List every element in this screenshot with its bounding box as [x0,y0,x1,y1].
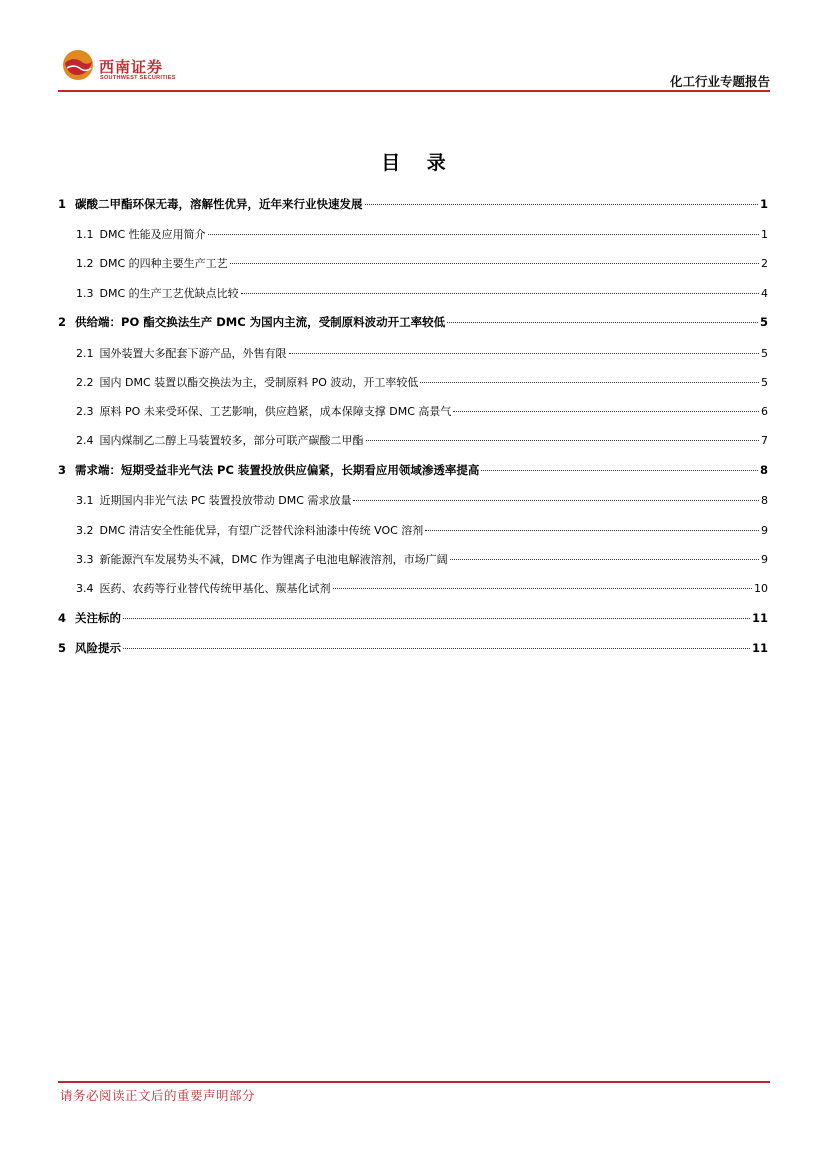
toc-dot-leader [366,426,760,441]
toc-entry-page: 1 [761,228,768,241]
toc-entry[interactable] [76,519,768,539]
logo-chinese-name: 西南证券 [99,58,164,76]
southwest-securities-logo-icon [62,49,94,81]
toc-entry-number: 1.1 [76,228,94,241]
toc-dot-leader [230,249,759,264]
toc-entry-page: 8 [761,494,768,507]
toc-entry-title: 国内 DMC 装置以酯交换法为主，受制原料 PO 波动，开工率较低 [99,376,419,389]
toc-entry-page: 5 [759,315,768,329]
toc-entry-page: 5 [761,376,768,389]
toc-entry-page: 8 [759,463,768,477]
toc-entry[interactable] [76,252,768,272]
toc-entry-page: 10 [754,582,768,595]
toc-entry[interactable] [76,223,768,243]
toc-entry-page: 9 [761,553,768,566]
toc-dot-leader [208,220,759,235]
toc-entry-title: DMC 性能及应用简介 [99,228,206,241]
logo-english-name: SOUTHWEST SECURITIES [100,75,176,81]
toc-entry-title: 供给端：PO 酯交换法生产 DMC 为国内主流，受制原料波动开工率较低 [75,315,446,329]
toc-entry[interactable] [76,282,768,302]
toc-entry[interactable] [76,400,768,420]
toc-dot-leader [333,574,753,589]
toc-entry[interactable] [76,577,768,597]
toc-entry-title: 原料 PO 未来受环保、工艺影响，供应趋紧，成本保障支撑 DMC 高景气 [99,405,452,418]
toc-dot-leader [241,279,759,294]
footer-divider [58,1081,770,1083]
toc-entry-number: 4 [58,611,67,625]
toc-entry-title: 医药、农药等行业替代传统甲基化、羰基化试剂 [99,582,331,595]
toc-entry-page: 4 [761,287,768,300]
toc-entry-number: 1.2 [76,257,94,270]
toc-entry-title: DMC 清洁安全性能优异，有望广泛替代涂料油漆中传统 VOC 溶剂 [99,524,424,537]
toc-entry[interactable] [58,607,768,627]
toc-entry-page: 2 [761,257,768,270]
toc-entry-title: 风险提示 [75,641,122,655]
toc-entry[interactable] [58,311,768,331]
toc-entry-number: 1.3 [76,287,94,300]
toc-entry-number: 2.3 [76,405,94,418]
toc-entry-title: 关注标的 [75,611,122,625]
toc-entry[interactable] [76,342,768,362]
toc-entry[interactable] [76,489,768,509]
report-type-label: 化工行业专题报告 [669,74,770,89]
toc-dot-leader [450,545,759,560]
toc-entry-page: 11 [751,641,768,655]
toc-entry-number: 2 [58,315,67,329]
company-logo [62,49,182,85]
toc-entry[interactable] [58,637,768,657]
toc-title: 目 录 [381,152,456,174]
footer-disclaimer: 请务必阅读正文后的重要声明部分 [60,1088,256,1103]
toc-entry-page: 11 [751,611,768,625]
toc-entry-number: 2.2 [76,376,94,389]
toc-entry-page: 9 [761,524,768,537]
toc-dot-leader [123,634,750,649]
toc-entry-title: 国外装置大多配套下游产品，外售有限 [99,347,287,360]
toc-entry-title: 需求端：短期受益非光气法 PC 装置投放供应偏紧，长期看应用领域渗透率提高 [75,463,480,477]
toc-dot-leader [425,516,759,531]
toc-entry-number: 1 [58,197,67,211]
toc-entry-page: 6 [761,405,768,418]
toc-entry-number: 5 [58,641,67,655]
toc-entry-number: 3.1 [76,494,94,507]
toc-entry[interactable] [76,371,768,391]
toc-entry[interactable] [76,429,768,449]
toc-entry-number: 2.1 [76,347,94,360]
toc-dot-leader [123,604,750,619]
toc-entry-page: 5 [761,347,768,360]
toc-entry-number: 3.4 [76,582,94,595]
toc-entry-number: 3 [58,463,67,477]
header-divider [58,90,770,92]
toc-entry-number: 2.4 [76,434,94,447]
toc-dot-leader [447,308,758,323]
toc-entry-title: 新能源汽车发展势头不减，DMC 作为锂离子电池电解液溶剂，市场广阔 [99,553,448,566]
toc-entry-title: DMC 的生产工艺优缺点比较 [99,287,239,300]
toc-entry-title: DMC 的四种主要生产工艺 [99,257,228,270]
toc-dot-leader [453,397,759,412]
toc-entry-number: 3.2 [76,524,94,537]
toc-dot-leader [353,486,759,501]
toc-entry-number: 3.3 [76,553,94,566]
toc-dot-leader [365,190,758,205]
toc-entry-title: 碳酸二甲酯环保无毒，溶解性优异，近年来行业快速发展 [75,197,363,211]
toc-entry[interactable] [58,459,768,479]
toc-entry-page: 7 [761,434,768,447]
toc-dot-leader [289,339,760,354]
toc-entry[interactable] [76,548,768,568]
toc-dot-leader [481,456,758,471]
toc-entry[interactable] [58,193,768,213]
toc-entry-page: 1 [759,197,768,211]
toc-entry-title: 近期国内非光气法 PC 装置投放带动 DMC 需求放量 [99,494,352,507]
toc-dot-leader [420,368,759,383]
page-header [58,46,770,92]
toc-entry-title: 国内煤制乙二醇上马装置较多，部分可联产碳酸二甲酯 [99,434,364,447]
